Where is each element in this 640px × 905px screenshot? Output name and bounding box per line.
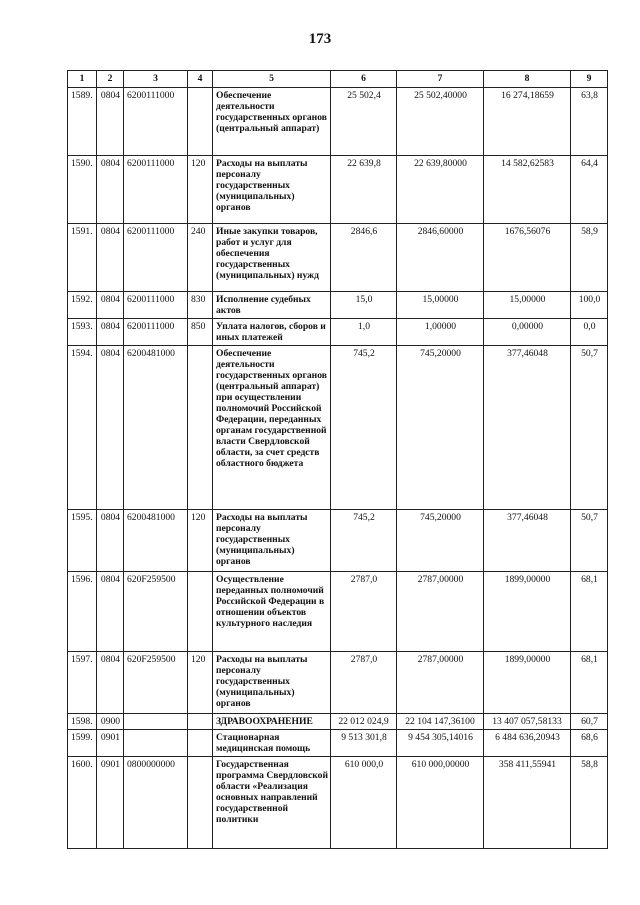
row-number: 1592. xyxy=(68,292,97,319)
approved-amount: 15,0 xyxy=(331,292,397,319)
execution-percent: 50,7 xyxy=(571,510,608,572)
expense-type-code xyxy=(188,572,213,652)
expense-type-code: 830 xyxy=(188,292,213,319)
item-name: Осуществление переданных полномочий Российской Федерации в отношении объектов культурного наследия xyxy=(213,572,331,652)
execution-percent: 0,0 xyxy=(571,319,608,346)
planned-amount: 15,00000 xyxy=(397,292,484,319)
table-row xyxy=(68,224,608,292)
approved-amount: 25 502,4 xyxy=(331,88,397,156)
section-code: 0804 xyxy=(97,224,124,292)
approved-amount: 610 000,0 xyxy=(331,757,397,849)
item-name: Расходы на выплаты персоналу государственных (муниципальных) органов xyxy=(213,652,331,714)
approved-amount: 22 012 024,9 xyxy=(331,714,397,730)
target-code: 620F259500 xyxy=(124,572,188,652)
expense-type-code xyxy=(188,346,213,510)
approved-amount: 2846,6 xyxy=(331,224,397,292)
execution-percent: 64,4 xyxy=(571,156,608,224)
execution-percent: 58,9 xyxy=(571,224,608,292)
row-number: 1595. xyxy=(68,510,97,572)
section-code: 0804 xyxy=(97,572,124,652)
expense-type-code: 120 xyxy=(188,652,213,714)
planned-amount: 1,00000 xyxy=(397,319,484,346)
executed-amount: 14 582,62583 xyxy=(484,156,571,224)
planned-amount: 2787,00000 xyxy=(397,652,484,714)
planned-amount: 745,20000 xyxy=(397,510,484,572)
col-header-4: 4 xyxy=(188,71,213,88)
approved-amount: 745,2 xyxy=(331,346,397,510)
row-number: 1590. xyxy=(68,156,97,224)
table-row xyxy=(68,652,608,714)
execution-percent: 68,6 xyxy=(571,730,608,757)
expense-type-code: 850 xyxy=(188,319,213,346)
section-code: 0804 xyxy=(97,319,124,346)
table-row xyxy=(68,156,608,224)
item-name: Расходы на выплаты персоналу государственных (муниципальных) органов xyxy=(213,510,331,572)
execution-percent: 58,8 xyxy=(571,757,608,849)
section-code: 0804 xyxy=(97,346,124,510)
section-code: 0901 xyxy=(97,757,124,849)
planned-amount: 745,20000 xyxy=(397,346,484,510)
item-name: Стационарная медицинская помощь xyxy=(213,730,331,757)
table-header-row xyxy=(68,71,608,88)
item-name: Обеспечение деятельности государственных органов (центральный аппарат) при осуществлении полномочий Российской Федерации, переданных органам государственной власти Свердловской области, за счет средств областного бюджета xyxy=(213,346,331,510)
approved-amount: 2787,0 xyxy=(331,652,397,714)
section-code: 0901 xyxy=(97,730,124,757)
row-number: 1589. xyxy=(68,88,97,156)
executed-amount: 377,46048 xyxy=(484,510,571,572)
target-code: 0800000000 xyxy=(124,757,188,849)
target-code: 6200111000 xyxy=(124,224,188,292)
executed-amount: 16 274,18659 xyxy=(484,88,571,156)
table-row xyxy=(68,88,608,156)
planned-amount: 9 454 305,14016 xyxy=(397,730,484,757)
executed-amount: 358 411,55941 xyxy=(484,757,571,849)
col-header-9: 9 xyxy=(571,71,608,88)
execution-percent: 68,1 xyxy=(571,572,608,652)
planned-amount: 22 104 147,36100 xyxy=(397,714,484,730)
executed-amount: 6 484 636,20943 xyxy=(484,730,571,757)
col-header-6: 6 xyxy=(331,71,397,88)
approved-amount: 1,0 xyxy=(331,319,397,346)
col-header-2: 2 xyxy=(97,71,124,88)
item-name: Иные закупки товаров, работ и услуг для обеспечения государственных (муниципальных) нужд xyxy=(213,224,331,292)
executed-amount: 1676,56076 xyxy=(484,224,571,292)
page-number: 173 xyxy=(308,31,332,47)
item-name: Расходы на выплаты персоналу государственных (муниципальных) органов xyxy=(213,156,331,224)
expense-type-code: 120 xyxy=(188,510,213,572)
approved-amount: 745,2 xyxy=(331,510,397,572)
col-header-8: 8 xyxy=(484,71,571,88)
section-code: 0804 xyxy=(97,510,124,572)
row-number: 1596. xyxy=(68,572,97,652)
executed-amount: 0,00000 xyxy=(484,319,571,346)
section-code: 0804 xyxy=(97,88,124,156)
planned-amount: 22 639,80000 xyxy=(397,156,484,224)
row-number: 1594. xyxy=(68,346,97,510)
approved-amount: 22 639,8 xyxy=(331,156,397,224)
target-code: 6200481000 xyxy=(124,346,188,510)
target-code: 620F259500 xyxy=(124,652,188,714)
table-row xyxy=(68,757,608,849)
execution-percent: 63,8 xyxy=(571,88,608,156)
row-number: 1599. xyxy=(68,730,97,757)
col-header-1: 1 xyxy=(68,71,97,88)
expense-type-code xyxy=(188,757,213,849)
section-code: 0804 xyxy=(97,156,124,224)
execution-percent: 68,1 xyxy=(571,652,608,714)
item-name: Государственная программа Свердловской области «Реализация основных направлений государственной политики xyxy=(213,757,331,849)
row-number: 1600. xyxy=(68,757,97,849)
target-code: 6200111000 xyxy=(124,292,188,319)
target-code: 6200111000 xyxy=(124,319,188,346)
approved-amount: 2787,0 xyxy=(331,572,397,652)
row-number: 1598. xyxy=(68,714,97,730)
target-code xyxy=(124,714,188,730)
expense-type-code xyxy=(188,714,213,730)
section-code: 0804 xyxy=(97,292,124,319)
col-header-5: 5 xyxy=(213,71,331,88)
row-number: 1593. xyxy=(68,319,97,346)
target-code xyxy=(124,730,188,757)
target-code: 6200111000 xyxy=(124,156,188,224)
target-code: 6200481000 xyxy=(124,510,188,572)
col-header-7: 7 xyxy=(397,71,484,88)
approved-amount: 9 513 301,8 xyxy=(331,730,397,757)
section-code: 0804 xyxy=(97,652,124,714)
target-code: 6200111000 xyxy=(124,88,188,156)
table-row xyxy=(68,510,608,572)
row-number: 1591. xyxy=(68,224,97,292)
planned-amount: 610 000,00000 xyxy=(397,757,484,849)
execution-percent: 100,0 xyxy=(571,292,608,319)
table-row xyxy=(68,292,608,319)
item-name: Уплата налогов, сборов и иных платежей xyxy=(213,319,331,346)
table-row xyxy=(68,730,608,757)
item-name: Обеспечение деятельности государственных органов (центральный аппарат) xyxy=(213,88,331,156)
executed-amount: 1899,00000 xyxy=(484,572,571,652)
expense-type-code xyxy=(188,88,213,156)
execution-percent: 50,7 xyxy=(571,346,608,510)
expense-type-code: 120 xyxy=(188,156,213,224)
section-code: 0900 xyxy=(97,714,124,730)
col-header-3: 3 xyxy=(124,71,188,88)
execution-percent: 60,7 xyxy=(571,714,608,730)
executed-amount: 13 407 057,58133 xyxy=(484,714,571,730)
item-name: ЗДРАВООХРАНЕНИЕ xyxy=(213,714,331,730)
executed-amount: 377,46048 xyxy=(484,346,571,510)
table-row xyxy=(68,714,608,730)
executed-amount: 1899,00000 xyxy=(484,652,571,714)
item-name: Исполнение судебных актов xyxy=(213,292,331,319)
table-row xyxy=(68,346,608,510)
row-number: 1597. xyxy=(68,652,97,714)
table-row xyxy=(68,572,608,652)
budget-table xyxy=(67,70,608,849)
table-row xyxy=(68,319,608,346)
planned-amount: 25 502,40000 xyxy=(397,88,484,156)
expense-type-code: 240 xyxy=(188,224,213,292)
planned-amount: 2787,00000 xyxy=(397,572,484,652)
expense-type-code xyxy=(188,730,213,757)
planned-amount: 2846,60000 xyxy=(397,224,484,292)
executed-amount: 15,00000 xyxy=(484,292,571,319)
